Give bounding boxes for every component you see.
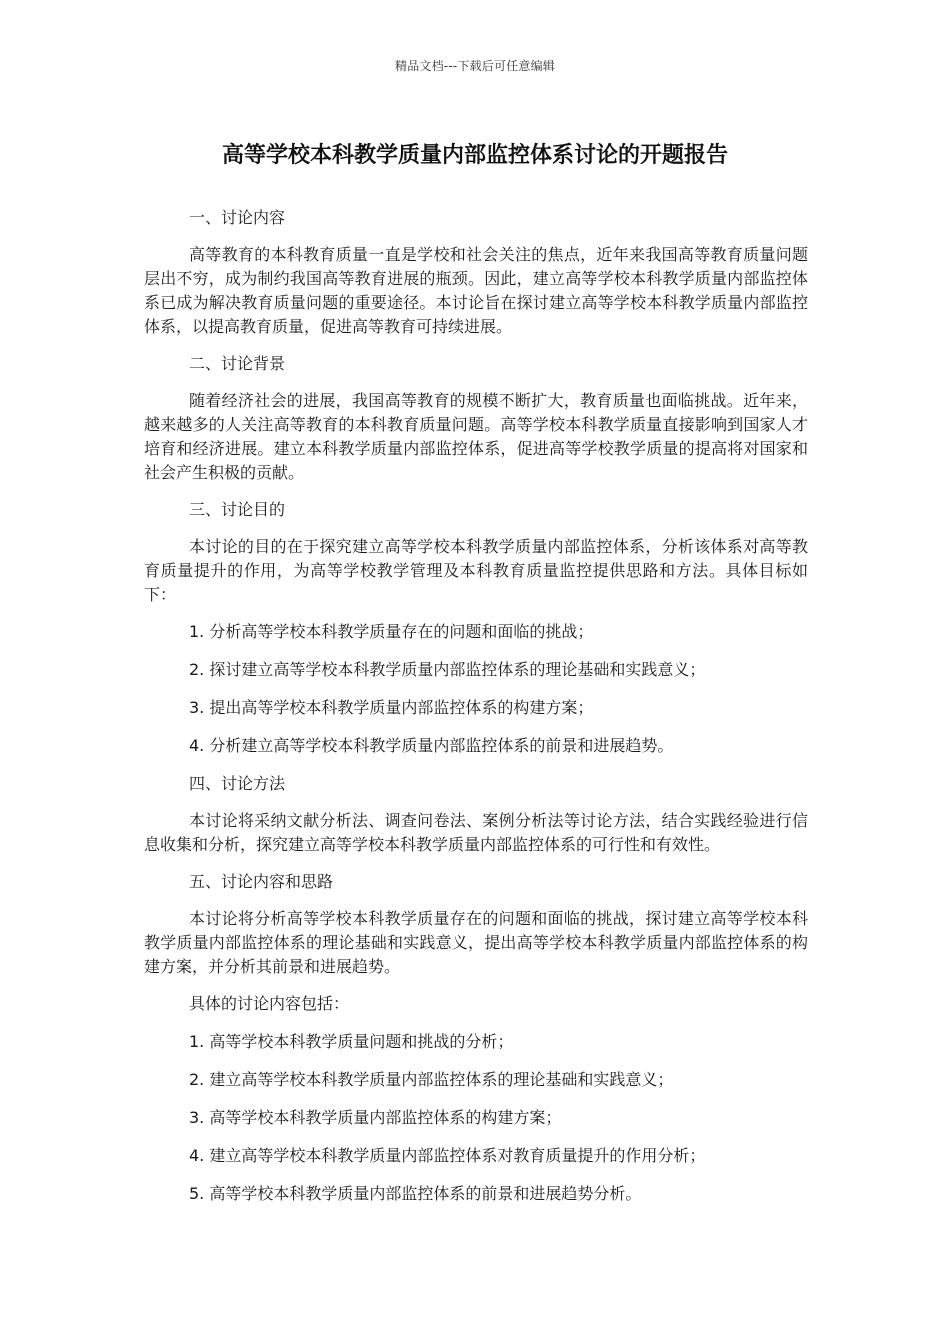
list-item: 4. 分析建立高等学校本科教学质量内部监控体系的前景和进展趋势。 (189, 736, 674, 755)
list-item: 2. 探讨建立高等学校本科教学质量内部监控体系的理论基础和实践意义； (189, 660, 706, 679)
section-heading: 一、讨论内容 (189, 208, 286, 227)
list-intro: 具体的讨论内容包括： (189, 994, 350, 1013)
list-item: 2. 建立高等学校本科教学质量内部监控体系的理论基础和实践意义； (189, 1070, 674, 1089)
section-paragraph: 本讨论将分析高等学校本科教学质量存在的问题和面临的挑战，探讨建立高等学校本科教学质量内部监控体系的理论基础和实践意义，提出高等学校本科教学质量内部监控体系的构建方案，并分析其前景和进展趋势。 (144, 909, 808, 976)
section-heading: 五、讨论内容和思路 (189, 872, 334, 891)
section-paragraph: 高等教育的本科教育质量一直是学校和社会关注的焦点，近年来我国高等教育质量问题层出不穷，成为制约我国高等教育进展的瓶颈。因此，建立高等学校本科教学质量内部监控体系已成为解决教育质量问题的重要途径。本讨论旨在探讨建立高等学校本科教学质量内部监控体系，以提高教育质量，促进高等教育可持续进展。 (144, 245, 808, 336)
list-item: 3. 高等学校本科教学质量内部监控体系的构建方案； (189, 1108, 562, 1127)
list-item: 1. 分析高等学校本科教学质量存在的问题和面临的挑战； (189, 622, 594, 641)
section-heading: 四、讨论方法 (189, 774, 286, 793)
section-paragraph: 随着经济社会的进展，我国高等教育的规模不断扩大，教育质量也面临挑战。近年来，越来越多的人关注高等教育的本科教育质量问题。高等学校本科教学质量直接影响到国家人才培育和经济进展。建立本科教学质量内部监控体系，促进高等学校教学质量的提高将对国家和社会产生积极的贡献。 (144, 391, 808, 482)
section-heading: 三、讨论目的 (189, 500, 286, 519)
document-title: 高等学校本科教学质量内部监控体系讨论的开题报告 (221, 143, 728, 168)
section-heading: 二、讨论背景 (189, 354, 286, 373)
section-paragraph: 本讨论的目的在于探究建立高等学校本科教学质量内部监控体系，分析该体系对高等教育质量提升的作用，为高等学校教学管理及本科教育质量监控提供思路和方法。具体目标如下： (144, 537, 808, 604)
list-item: 5. 高等学校本科教学质量内部监控体系的前景和进展趋势分析。 (189, 1184, 642, 1203)
section-paragraph: 本讨论将采纳文献分析法、调查问卷法、案例分析法等讨论方法，结合实践经验进行信息收集和分析，探究建立高等学校本科教学质量内部监控体系的可行性和有效性。 (144, 811, 808, 854)
list-item: 4. 建立高等学校本科教学质量内部监控体系对教育质量提升的作用分析； (189, 1146, 706, 1165)
list-item: 3. 提出高等学校本科教学质量内部监控体系的构建方案； (189, 698, 594, 717)
document-body (144, 206, 808, 1220)
list-item: 1. 高等学校本科教学质量问题和挑战的分析； (189, 1032, 514, 1051)
page-header: 精品文档---下载后可任意编辑 (395, 59, 555, 73)
